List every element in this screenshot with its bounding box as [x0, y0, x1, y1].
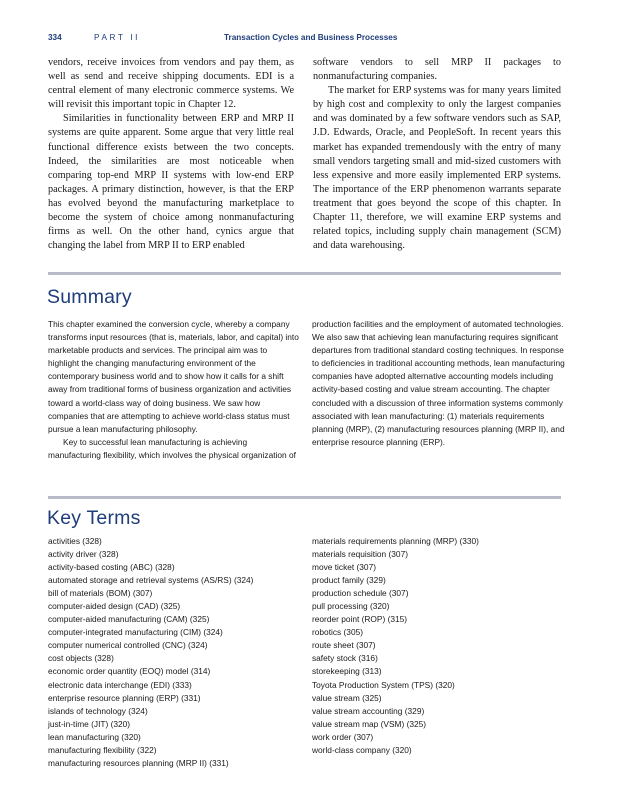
- key-term: islands of technology (324): [48, 705, 148, 716]
- key-terms-right-list: [312, 535, 479, 757]
- summary-paragraph: Key to successful lean manufacturing is achieving manufacturing flexibility, which involves the physical organization of: [48, 436, 296, 460]
- summary-heading: Summary: [47, 286, 132, 308]
- key-term: computer-aided manufacturing (CAM) (325): [48, 614, 210, 625]
- key-term: reorder point (ROP) (315): [312, 614, 408, 625]
- key-term: value stream (325): [312, 692, 382, 703]
- body-paragraph: software vendors to sell MRP II packages to nonmanufacturing companies.: [313, 57, 561, 83]
- key-term: value stream accounting (329): [312, 705, 425, 716]
- key-term: lean manufacturing (320): [48, 731, 141, 742]
- key-term: economic order quantity (EOQ) model (314): [48, 666, 211, 677]
- key-terms-heading: Key Terms: [47, 507, 141, 529]
- key-term: enterprise resource planning (ERP) (331): [48, 692, 201, 703]
- body-paragraph: Similarities in functionality between ERP and MRP II systems are quite apparent. Some argue that very little real functional difference exists between the two concepts. Indeed, the similarities are most noticeable when comparing top-end MRP II systems with low-end ERP packages. A primary distinction, however, is that the ERP has evolved beyond the manufacturing marketplace to become the system of choice among nonmanufacturing firms as well. On the other hand, cynics argue that changing the label from MRP II to ERP enabled: [48, 113, 294, 252]
- key-term: safety stock (316): [312, 653, 378, 664]
- section-divider: [48, 496, 561, 499]
- page-number: 334: [48, 33, 62, 42]
- key-term: materials requisition (307): [312, 549, 408, 560]
- key-term: activity driver (328): [48, 549, 119, 560]
- section-divider: [48, 272, 561, 275]
- key-term: materials requirements planning (MRP) (330): [312, 536, 479, 546]
- summary-paragraph: production facilities and the employment of automated technologies. We also saw that achieving lean manufacturing requires significant departures from traditional standard costing techniques. In response to deficiencies in traditional accounting methods, lean manufacturing companies have adopted alternative accounting models including activity-based costing and value stream accounting. The chapter concluded with a discussion of three information systems commonly associated with lean manufacturing: (1) materials requirements planning (MRP), (2) manufacturing resources planning (MRP II), and enterprise resource planning (ERP).: [312, 319, 565, 447]
- key-term: world-class company (320): [312, 744, 412, 755]
- key-term: production schedule (307): [312, 588, 409, 599]
- key-term: computer-aided design (CAD) (325): [48, 601, 181, 612]
- body-paragraph: vendors, receive invoices from vendors and pay them, as well as send and receive shipping documents. EDI is a central element of many electronic commerce systems. We will revisit this important topic in Chapter 12.: [48, 57, 294, 111]
- running-header: [48, 33, 593, 47]
- key-term: work order (307): [312, 731, 374, 742]
- key-term: pull processing (320): [312, 601, 390, 612]
- key-term: robotics (305): [312, 627, 364, 638]
- key-term: computer-integrated manufacturing (CIM) (324): [48, 627, 223, 638]
- summary-paragraph: This chapter examined the conversion cycle, whereby a company transforms input resources (that is, materials, labor, and capital) into marketable products and services. The principal aim was to highlight the changing manufacturing environment of the contemporary business world and to show how it calls for a shift away from traditional forms of business organization and activities toward a world-class way of doing business. We saw how companies that are attempting to achieve world-class status must pursue a lean manufacturing philosophy.: [48, 319, 299, 434]
- key-term: electronic data interchange (EDI) (333): [48, 679, 192, 690]
- key-term: activity-based costing (ABC) (328): [48, 562, 175, 573]
- key-term: storekeeping (313): [312, 666, 382, 677]
- part-label: PART II: [94, 33, 140, 42]
- key-term: just-in-time (JIT) (320): [48, 718, 131, 729]
- key-term: route sheet (307): [312, 640, 376, 651]
- body-right-column: [313, 56, 561, 253]
- key-term: manufacturing flexibility (322): [48, 744, 157, 755]
- key-term: value stream map (VSM) (325): [312, 718, 427, 729]
- body-paragraph: The market for ERP systems was for many years limited by high cost and complexity to only the largest companies and was dominated by a few software vendors such as SAP, J.D. Edwards, Oracle, and PeopleSoft. In recent years this market has expanded tremendously with the entry of many small vendors targeting small and mid-sized customers with less expensive and more easily implemented ERP systems. The importance of the ERP phenomenon warrants separate treatment that goes beyond the scope of this chapter. In Chapter 11, therefore, we will examine ERP systems and related topics, including supply chain management (SCM) and data warehousing.: [313, 85, 561, 252]
- key-term: product family (329): [312, 575, 386, 586]
- key-term: cost objects (328): [48, 653, 114, 664]
- key-term: activities (328): [48, 536, 102, 546]
- key-term: bill of materials (BOM) (307): [48, 588, 153, 599]
- key-term: automated storage and retrieval systems (AS/RS) (324): [48, 575, 254, 586]
- key-term: manufacturing resources planning (MRP II) (331): [48, 757, 229, 768]
- body-left-column: [48, 56, 294, 253]
- key-term: Toyota Production System (TPS) (320): [312, 679, 455, 690]
- key-term: computer numerical controlled (CNC) (324): [48, 640, 208, 651]
- summary-right-column: [312, 318, 566, 449]
- key-term: move ticket (307): [312, 562, 376, 573]
- key-terms-left-list: [48, 535, 253, 770]
- summary-left-column: [48, 318, 300, 462]
- chapter-title: Transaction Cycles and Business Processes: [224, 33, 398, 42]
